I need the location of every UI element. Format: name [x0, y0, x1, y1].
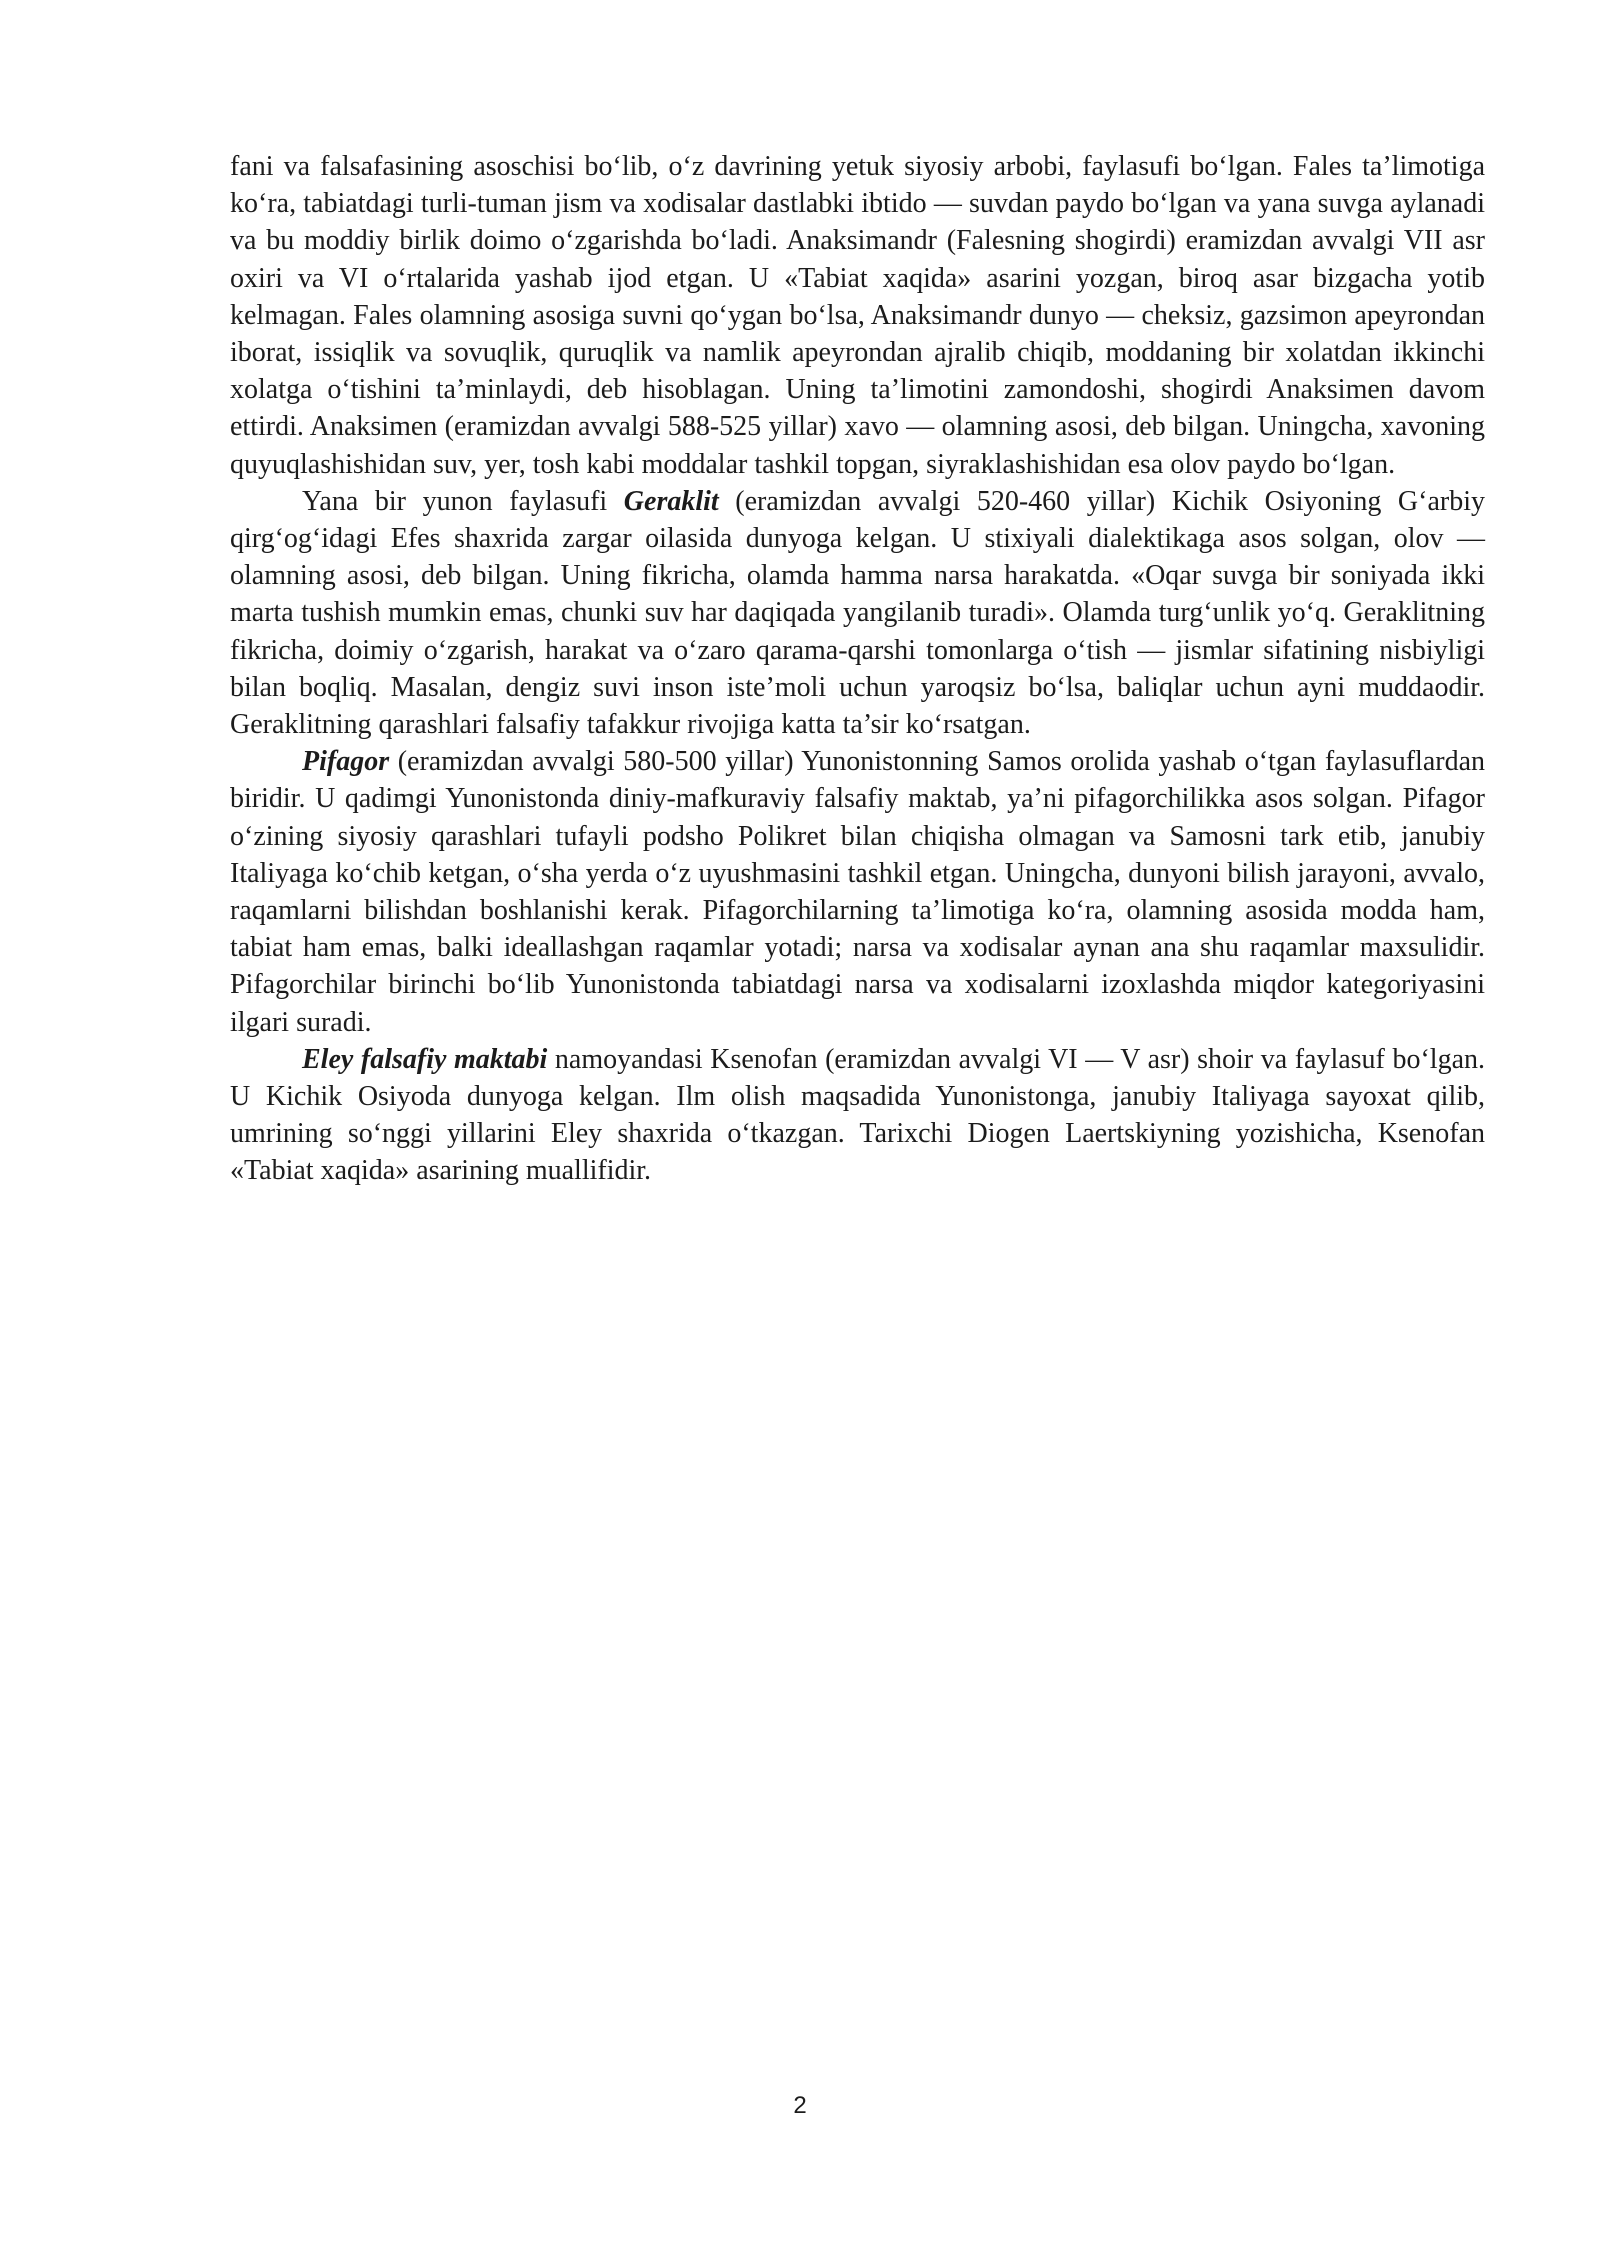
page-number: 2 [793, 2092, 807, 2119]
term-geraklit: Geraklit [623, 485, 719, 517]
paragraph-eley-text: namoyandasi Ksenofan (eramizdan avvalgi VI — V asr) shoir va faylasuf bo‘lgan. U Kichik Osiyoda dunyoga kelgan. Ilm olish maqsadida Yunonistonga, janubiy Italiyaga sayoxat qilib, umrining so‘nggi yillarini Eley shaxrida o‘tkazgan. Tarixchi Diogen Laertskiyning yozishicha, Ksenofan «Tabiat xaqida» asarining muallifidir. [230, 1043, 1485, 1187]
document-body [230, 148, 1485, 1190]
paragraph-pifagor [230, 743, 1485, 1041]
paragraph-geraklit [230, 483, 1485, 743]
term-eley: Eley falsafiy maktabi [302, 1043, 548, 1075]
paragraph-pifagor-text: (eramizdan avvalgi 580-500 yillar) Yunonistonning Samos orolida yashab o‘tgan faylasuflardan biridir. U qadimgi Yunonistonda diniy-mafkuraviy falsafiy maktab, ya’ni pifagorchilikka asos solgan. Pifagor o‘zining siyosiy qarashlari tufayli podsho Polikret bilan chiqisha olmagan va Samosni tark etib, janubiy Italiyaga ko‘chib ketgan, o‘sha yerda o‘z uyushmasini tashkil etgan. Uningcha, dunyoni bilish jarayoni, avvalo, raqamlarni bilishdan boshlanishi kerak. Pifagorchilarning ta’limotiga ko‘ra, olamning asosida modda ham, tabiat ham emas, balki ideallashgan raqamlar yotadi; narsa va xodisalar aynan ana shu raqamlar maxsulidir. Pifagorchilar birinchi bo‘lib Yunonistonda tabiatdagi narsa va xodisalarni izoxlashda miqdor kategoriyasini ilgari suradi. [230, 746, 1485, 1038]
paragraph-geraklit-text: (eramizdan avvalgi 520-460 yillar) Kichik Osiyoning G‘arbiy qirg‘og‘idagi Efes shaxrida zargar oilasida dunyoga kelgan. U stixiyali dialektikaga asos solgan, olov — olamning asosi, deb bilgan. Uning fikricha, olamda hamma narsa harakatda. «Oqar suvga bir soniyada ikki marta tushish mumkin emas, chunki suv har daqiqada yangilanib turadi». Olamda turg‘unlik yo‘q. Geraklitning fikricha, doimiy o‘zgarish, harakat va o‘zaro qarama-qarshi tomonlarga o‘tish — jismlar sifatining nisbiyligi bilan boqliq. Masalan, dengiz suvi inson iste’moli uchun yaroqsiz bo‘lsa, baliqlar uchun ayni muddaodir. Geraklitning qarashlari falsafiy tafakkur rivojiga katta ta’sir ko‘rsatgan. [230, 485, 1486, 741]
paragraph-eley [230, 1041, 1485, 1190]
paragraph-geraklit-intro: Yana bir yunon faylasufi [302, 485, 624, 517]
term-pifagor: Pifagor [302, 746, 390, 778]
paragraph-fales-anaksimandr: fani va falsafasining asoschisi bo‘lib, o‘z davrining yetuk siyosiy arbobi, faylasufi bo‘lgan. Fales ta’limotiga ko‘ra, tabiatdagi turli-tuman jism va xodisalar dastlabki ibtido — suvdan paydo bo‘lgan va yana suvga aylanadi va bu moddiy birlik doimo o‘zgarishda bo‘ladi. Anaksimandr (Falesning shogirdi) eramizdan avvalgi VII asr oxiri va VI o‘rtalarida yashab ijod etgan. U «Tabiat xaqida» asarini yozgan, biroq asar bizgacha yotib kelmagan. Fales olamning asosiga suvni qo‘ygan bo‘lsa, Anaksimandr dunyo — cheksiz, gazsimon apeyrondan iborat, issiqlik va sovuqlik, quruqlik va namlik apeyrondan ajralib chiqib, moddaning bir xolatdan ikkinchi xolatga o‘tishini ta’minlaydi, deb hisoblagan. Uning ta’limotini zamondoshi, shogirdi Anaksimen davom ettirdi. Anaksimen (eramizdan avvalgi 588-525 yillar) xavo — olamning asosi, deb bilgan. Uningcha, xavoning quyuqlashishidan suv, yer, tosh kabi moddalar tashkil topgan, siyraklashishidan esa olov paydo bo‘lgan. [230, 151, 1485, 480]
